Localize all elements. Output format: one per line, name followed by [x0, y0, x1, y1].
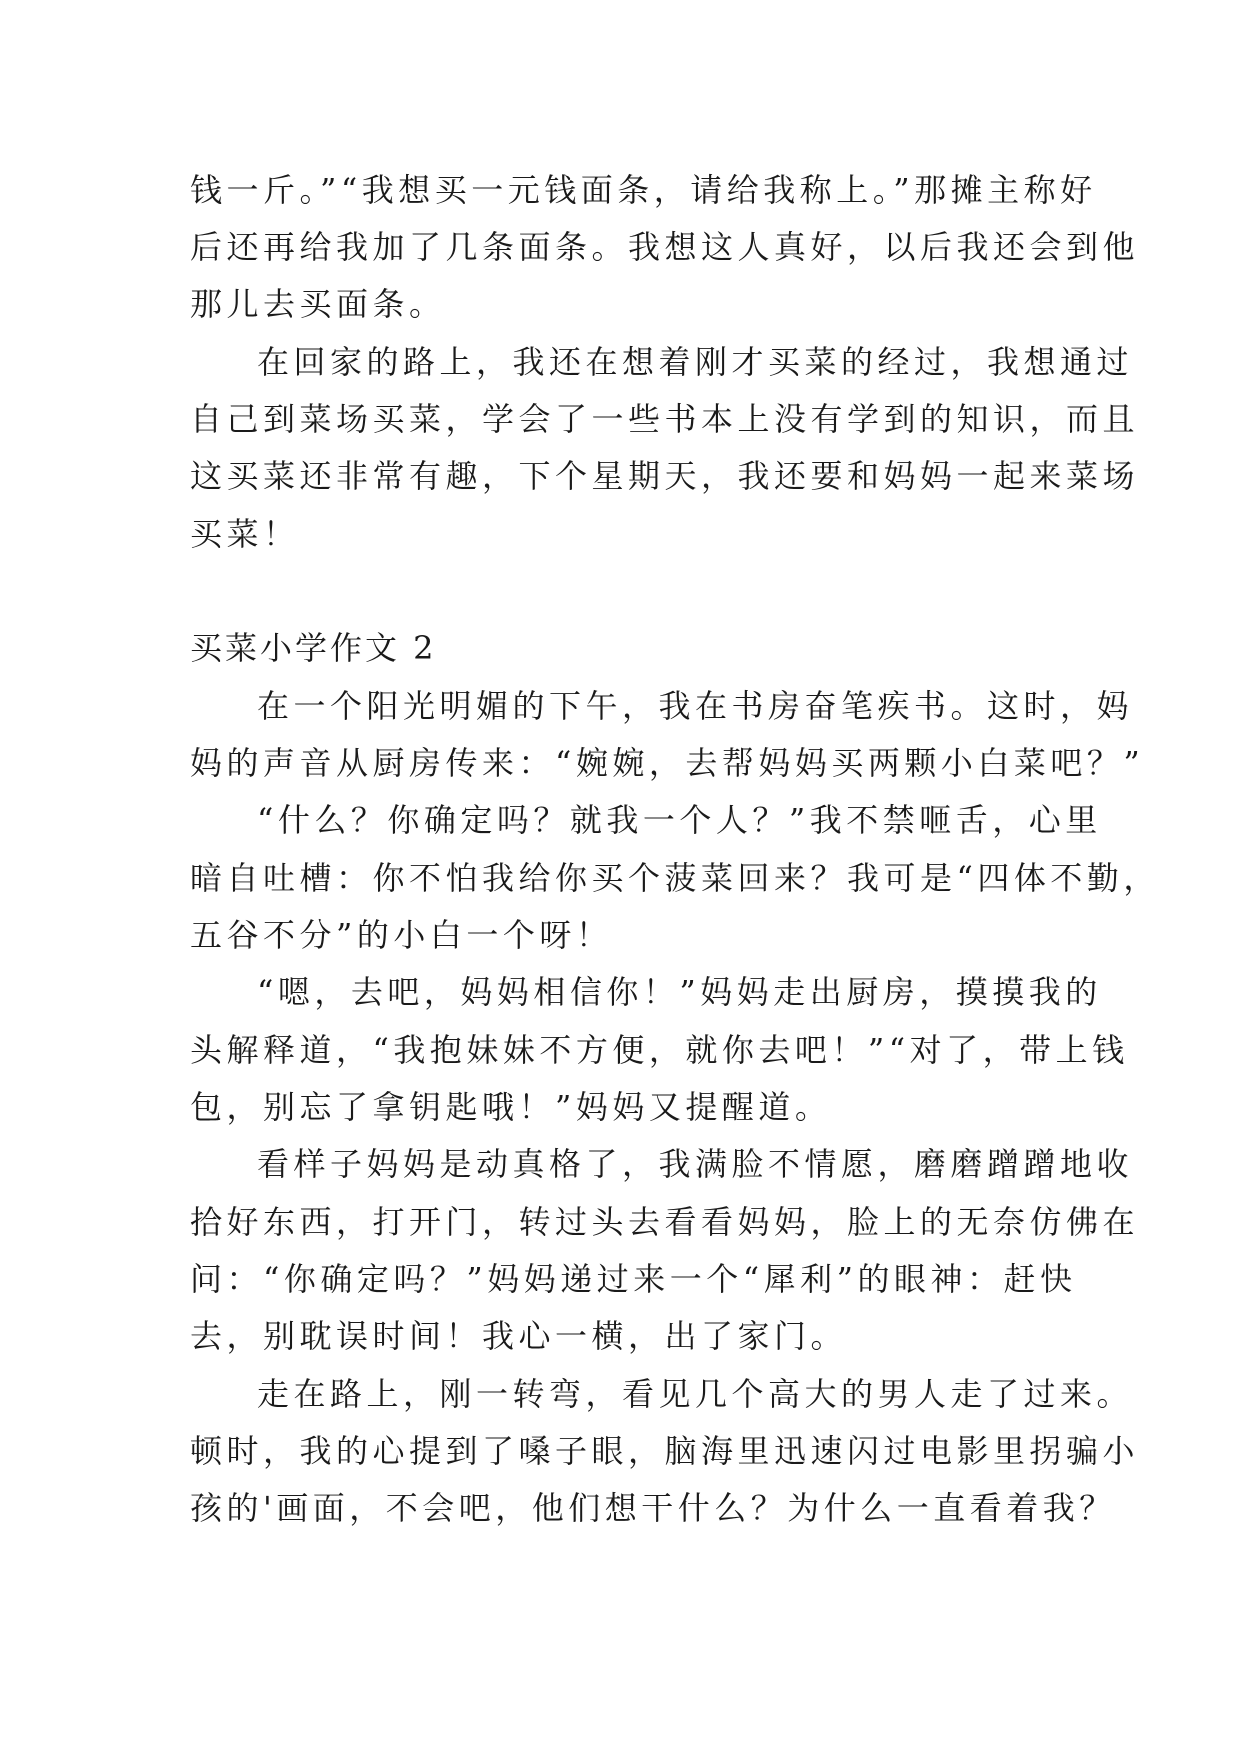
- paragraph-first-line: 看样子妈妈是动真格了，我满脸不情愿，磨磨蹭蹭地收: [257, 1145, 1134, 1183]
- text-line: 后还再给我加了几条面条。我想这人真好，以后我还会到他: [190, 228, 1140, 266]
- text-line: 自己到菜场买菜，学会了一些书本上没有学到的知识，而且: [190, 400, 1140, 438]
- paragraph-first-line: “什么？你确定吗？就我一个人？”我不禁咂舌，心里: [257, 801, 1102, 839]
- text-line: 包，别忘了拿钥匙哦！”妈妈又提醒道。: [190, 1088, 832, 1126]
- paragraph-first-line: “嗯，去吧，妈妈相信你！”妈妈走出厨房，摸摸我的: [257, 973, 1102, 1011]
- text-line: 五谷不分”的小白一个呀！: [190, 916, 613, 954]
- paragraph-first-line: 走在路上，刚一转弯，看见几个高大的男人走了过来。: [257, 1375, 1134, 1413]
- text-line: 问：“你确定吗？”妈妈递过来一个“犀利”的眼神：赶快: [190, 1260, 1077, 1298]
- paragraph-first-line: 在回家的路上，我还在想着刚才买菜的经过，我想通过: [257, 343, 1134, 381]
- text-line: 孩的'画面，不会吧，他们想干什么？为什么一直看着我？: [190, 1489, 1116, 1527]
- section-title: 买菜小学作文 2: [190, 629, 437, 667]
- text-line: 顿时，我的心提到了嗓子眼，脑海里迅速闪过电影里拐骗小: [190, 1432, 1140, 1470]
- text-line: 妈的声音从厨房传来：“婉婉，去帮妈妈买两颗小白菜吧？”: [190, 744, 1145, 782]
- text-line: 暗自吐槽：你不怕我给你买个菠菜回来？我可是“四体不勤，: [190, 859, 1160, 897]
- text-line: 头解释道，“我抱妹妹不方便，就你去吧！”“对了，带上钱: [190, 1031, 1129, 1069]
- paragraph-first-line: 在一个阳光明媚的下午，我在书房奋笔疾书。这时，妈: [257, 687, 1134, 725]
- text-line: 拾好东西，打开门，转过头去看看妈妈，脸上的无奈仿佛在: [190, 1203, 1140, 1241]
- text-line: 钱一斤。”“我想买一元钱面条，请给我称上。”那摊主称好: [190, 171, 1097, 209]
- text-line: 这买菜还非常有趣，下个星期天，我还要和妈妈一起来菜场: [190, 457, 1140, 495]
- text-line: 去，别耽误时间！我心一横，出了家门。: [190, 1317, 848, 1355]
- text-line: 买菜！: [190, 515, 300, 553]
- text-line: 那儿去买面条。: [190, 285, 446, 323]
